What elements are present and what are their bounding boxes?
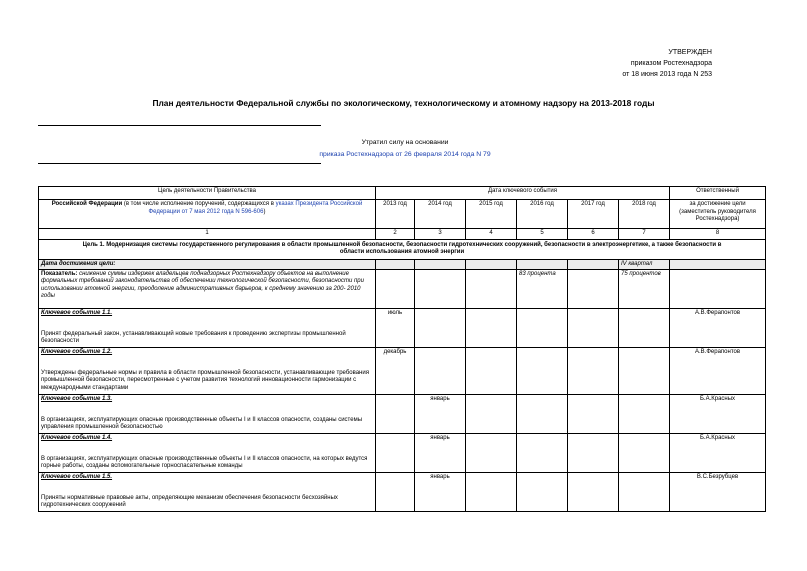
responsible-sub-2: (заместитель руководителя Ростехнадзора) [679, 208, 756, 223]
event-cell [39, 395, 376, 434]
table-row [39, 309, 766, 348]
responsible-subheader [670, 200, 766, 229]
event-text: Принят федеральный закон, устанавливающий новые требования к проведению экспертизы промышленной безопасности [41, 331, 346, 345]
year-header-2013: 2013 год [376, 200, 415, 229]
event-responsible: Б.А.Красных [670, 434, 766, 473]
year-header-2017: 2017 год [568, 200, 619, 229]
date-header: Дата ключевого события [376, 187, 670, 200]
event-text: В организациях, эксплуатирующих опасные производственные объекты I и II классов опасности, на которых ведутся горные работы, созданы вспомогательные горноспасательные команды [41, 456, 368, 470]
event-responsible: А.В.Ферапонтов [670, 309, 766, 348]
event-title: Ключевое событие 1.4. [41, 435, 113, 442]
col-number: 8 [670, 229, 766, 239]
decree-link[interactable]: указах Президента Российской Федерации от 7 мая 2012 года N 596-606 [148, 201, 363, 215]
indicator-text: снижение суммы издержек владельцев поднадзорных Ростехнадзору объектов на выполнение формальных требований законодательства об обеспечении технологической безопасности, безопасности при использовании атомной энергии, преодоление административных барьеров, к среднему значению за 200- 2010 годы [41, 271, 364, 300]
col-number: 5 [517, 229, 568, 239]
event-text: Приняты нормативные правовые акты, определяющие механизм обеспечения безопасности бесхозяйных гидротехнических сооружений [41, 495, 338, 509]
goal-header-plain: (в том числе исполнение поручений, содержащихся в [122, 201, 276, 208]
event-cell [39, 473, 376, 512]
event-text: Утверждены федеральные нормы и правила в области промышленной безопасности, устанавливающие требования промышленной безопасности, пересмотренные с учетом развития технологий инновационности гармонизации с международными стандартами [41, 370, 369, 391]
event-2014 [415, 348, 466, 395]
column-numbers-row [39, 229, 766, 239]
event-2014: январь [415, 434, 466, 473]
goal-header-bold: Российской Федерации [51, 201, 123, 208]
col-number: 2 [376, 229, 415, 239]
event-responsible: В.С.Безрубцев [670, 473, 766, 512]
table-row [39, 434, 766, 473]
event-2014 [415, 309, 466, 348]
year-header-2018: 2018 год [619, 200, 670, 229]
event-title: Ключевое событие 1.5. [41, 474, 113, 481]
goal-row: Цель 1. Модернизация системы государственного регулирования в области промышленной безопасности, безопасности гидротехнических сооружений, безопасности в электроэнергетике, а также безопасности в области использования атомной энергии [39, 239, 766, 259]
event-2013 [376, 473, 415, 512]
event-2013: декабрь [376, 348, 415, 395]
col-number: 4 [466, 229, 517, 239]
goal-date-row [39, 259, 766, 269]
year-header-2015: 2015 год [466, 200, 517, 229]
event-responsible: Б.А.Красных [670, 395, 766, 434]
indicator-2018: 75 процентов [619, 270, 670, 309]
event-title: Ключевое событие 1.3. [41, 396, 113, 403]
event-2014: январь [415, 473, 466, 512]
col-number: 6 [568, 229, 619, 239]
event-2014: январь [415, 395, 466, 434]
table-row [39, 348, 766, 395]
indicator-label: Показатель: [41, 271, 78, 278]
indicator-row [39, 270, 766, 309]
event-cell [39, 309, 376, 348]
event-title: Ключевое событие 1.2. [41, 349, 113, 356]
approval-line-2: приказом Ростехнадзора [630, 60, 712, 67]
event-2013 [376, 395, 415, 434]
responsible-header: Ответственный [670, 187, 766, 200]
indicator-cell [39, 270, 376, 309]
goal-header-subtitle [39, 200, 376, 229]
goal-header-title: Цель деятельности Правительства [158, 188, 256, 194]
plan-table [38, 186, 766, 512]
repeal-link[interactable]: приказа Ростехнадзора от 26 февраля 2014 года N 79 [319, 151, 491, 158]
approval-line-3: от 18 июня 2013 года N 253 [622, 71, 712, 78]
divider-bottom [38, 163, 321, 164]
goal-header-end: ) [263, 208, 266, 215]
responsible-sub-1: за достижение цели [689, 201, 746, 208]
event-responsible: А.В.Ферапонтов [670, 348, 766, 395]
event-title: Ключевое событие 1.1. [41, 310, 113, 317]
year-header-2014: 2014 год [415, 200, 466, 229]
document-title: План деятельности Федеральной службы по экологическому, технологическому и атомному надзору на 2013-2018 годы [152, 98, 655, 108]
event-2013 [376, 434, 415, 473]
event-cell [39, 348, 376, 395]
repeal-text: Утратил силу на основании [361, 139, 449, 146]
approval-stamp [622, 47, 712, 80]
table-row [39, 395, 766, 434]
repeal-note [290, 137, 520, 161]
event-2013: июль [376, 309, 415, 348]
table-row [39, 473, 766, 512]
goal-date-value: IV квартал [619, 259, 670, 269]
approval-line-1: УТВЕРЖДЕН [668, 49, 712, 56]
year-header-2016: 2016 год [517, 200, 568, 229]
col-number: 3 [415, 229, 466, 239]
indicator-2016: 83 процента [517, 270, 568, 309]
col-number: 1 [39, 229, 376, 239]
goal-header-cell [39, 187, 376, 200]
event-cell [39, 434, 376, 473]
divider-top [38, 125, 321, 126]
col-number: 7 [619, 229, 670, 239]
goal-date-label: Дата достижения цели: [39, 259, 376, 269]
event-text: В организациях, эксплуатирующих опасные производственные объекты I и II классов опасности, созданы системы управления промышленной безопасностью [41, 417, 363, 431]
